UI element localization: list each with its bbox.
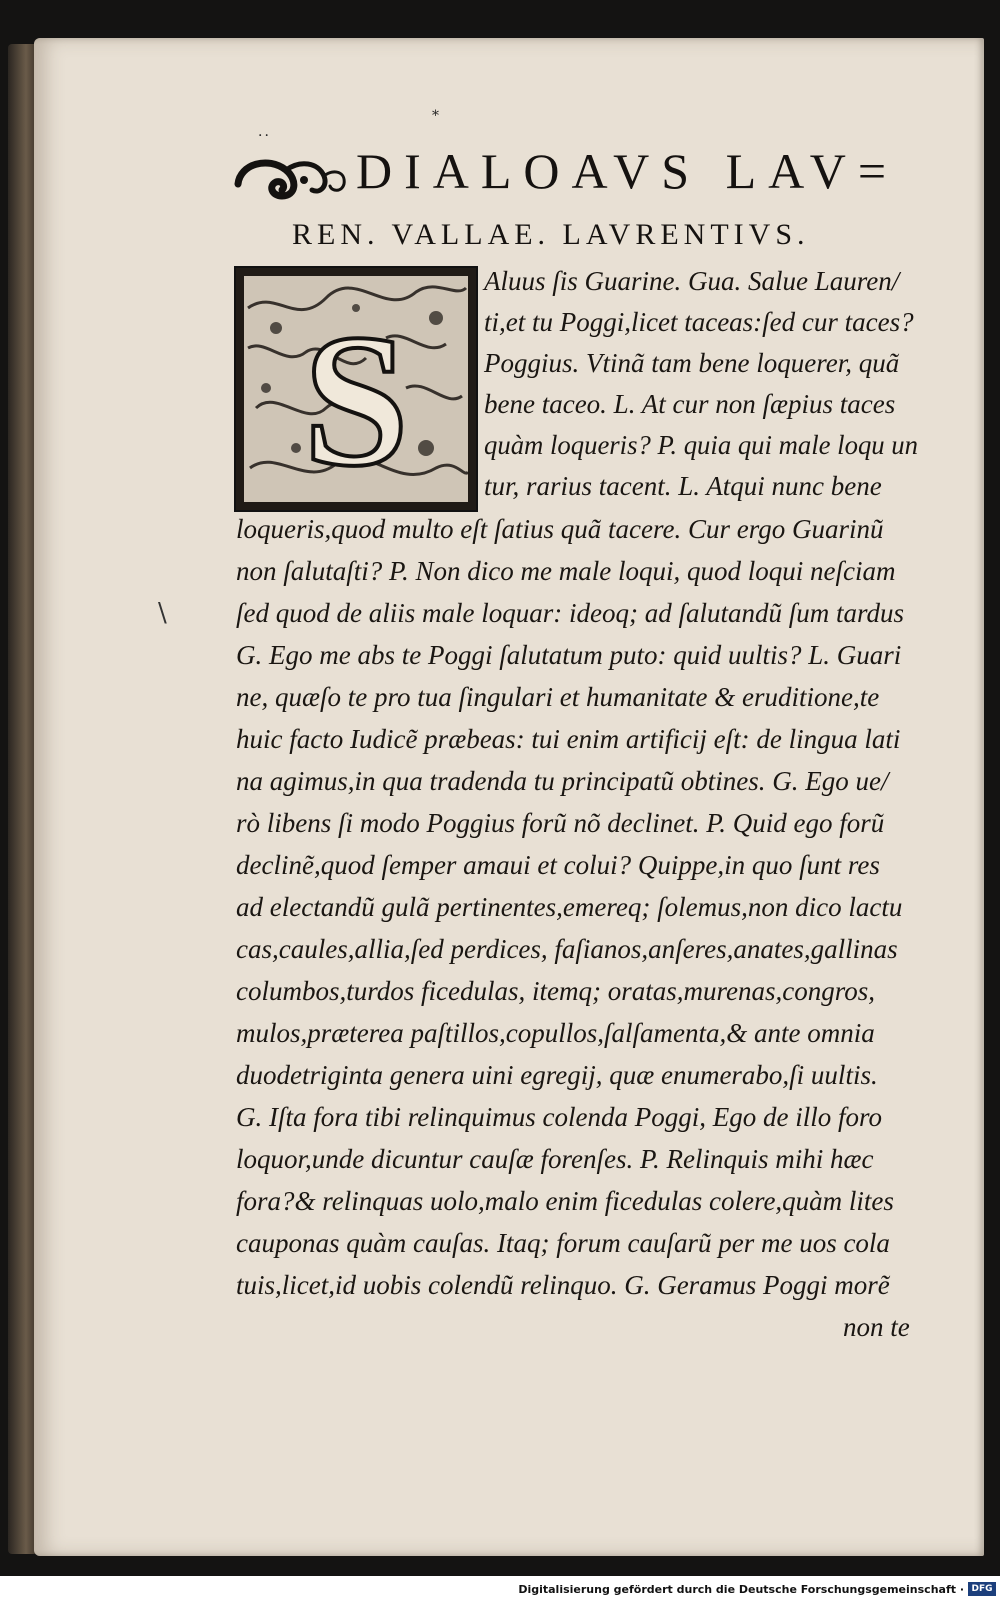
text-line: tuis,licet,id uobis colendũ relinquo. G. Geramus Poggi morẽ <box>236 1270 890 1300</box>
text-line: ti,et tu Poggi,licet taceas:ſed cur taces? <box>484 307 914 337</box>
text-line: duodetriginta genera uini egregij, quæ enumerabo,ſi uultis. <box>236 1060 878 1090</box>
initial-letter: S <box>303 296 409 506</box>
text-line: huic facto Iudicẽ præbeas: tui enim artificij eſt: de lingua lati <box>236 724 901 754</box>
text-line: fora?& relinquas uolo,malo enim ficedulas colere,quàm lites <box>236 1186 894 1216</box>
text-line: declinẽ,quod ſemper amaui et colui? Quippe,in quo ſunt res <box>236 850 880 880</box>
text-line: ne, quæſo te pro tua ſingulari et humanitate & eruditione,te <box>236 682 880 712</box>
digitization-credit: Digitalisierung gefördert durch die Deutsche Forschungsgemeinschaft · <box>518 1583 964 1596</box>
text-line: ſed quod de aliis male loquar: ideoq; ad ſalutandũ ſum tardus <box>236 598 904 628</box>
dfg-logo: DFG <box>968 1582 996 1596</box>
text-line: non ſalutaſti? P. Non dico me male loqui, quod loqui neſciam <box>236 556 896 586</box>
text-line: G. Ego me abs te Poggi ſalutatum puto: quid uultis? L. Guari <box>236 640 902 670</box>
text-line: Poggius. Vtinã tam bene loquerer, quã <box>484 348 900 378</box>
text-line: rò libens ſi modo Poggius forũ nõ declinet. P. Quid ego forũ <box>236 808 885 838</box>
catchword: non te <box>843 1312 910 1342</box>
text-line: mulos,præterea paſtillos,copullos,ſalſamenta,& ante omnia <box>236 1018 875 1048</box>
text-line: cauponas quàm cauſas. Itaq; forum cauſarũ per me uos cola <box>236 1228 890 1258</box>
text-line: loqueris,quod multo eſt ſatius quã tacere. Cur ergo Guarinũ <box>236 514 884 544</box>
page-mark: * <box>432 108 439 124</box>
decorated-initial <box>234 266 478 512</box>
text-line: bene taceo. L. At cur non ſæpius taces <box>484 389 896 419</box>
text-line: G. Iſta fora tibi relinquimus colenda Poggi, Ego de illo foro <box>236 1102 882 1132</box>
text-line: cas,caules,allia,ſed perdices, faſianos,anſeres,anates,gallinas <box>236 934 898 964</box>
text-line: quàm loqueris? P. quia qui male loqu un <box>484 430 919 460</box>
title-line-2: REN. VALLAE. LAVRENTIVS. <box>292 218 810 251</box>
fleuron-ornament-icon <box>234 150 350 204</box>
title-line-1: DIALOAVS LAV= <box>356 143 899 199</box>
text-line: ad electandũ gulã pertinentes,emereq; ſolemus,non dico lactu <box>236 892 903 922</box>
text-line: na agimus,in qua tradenda tu principatũ obtines. G. Ego ue/ <box>236 766 889 796</box>
text-line: Aluus ſis Guarine. Gua. Salue Lauren/ <box>484 266 900 296</box>
ornament-dots: ·· <box>258 128 271 144</box>
margin-mark: \ <box>158 598 167 628</box>
text-line: columbos,turdos ficedulas, itemq; oratas,murenas,congros, <box>236 976 875 1006</box>
text-line: tur, rarius tacent. L. Atqui nunc bene <box>484 471 882 501</box>
text-line: loquor,unde dicuntur cauſæ forenſes. P. Relinquis mihi hæc <box>236 1144 874 1174</box>
